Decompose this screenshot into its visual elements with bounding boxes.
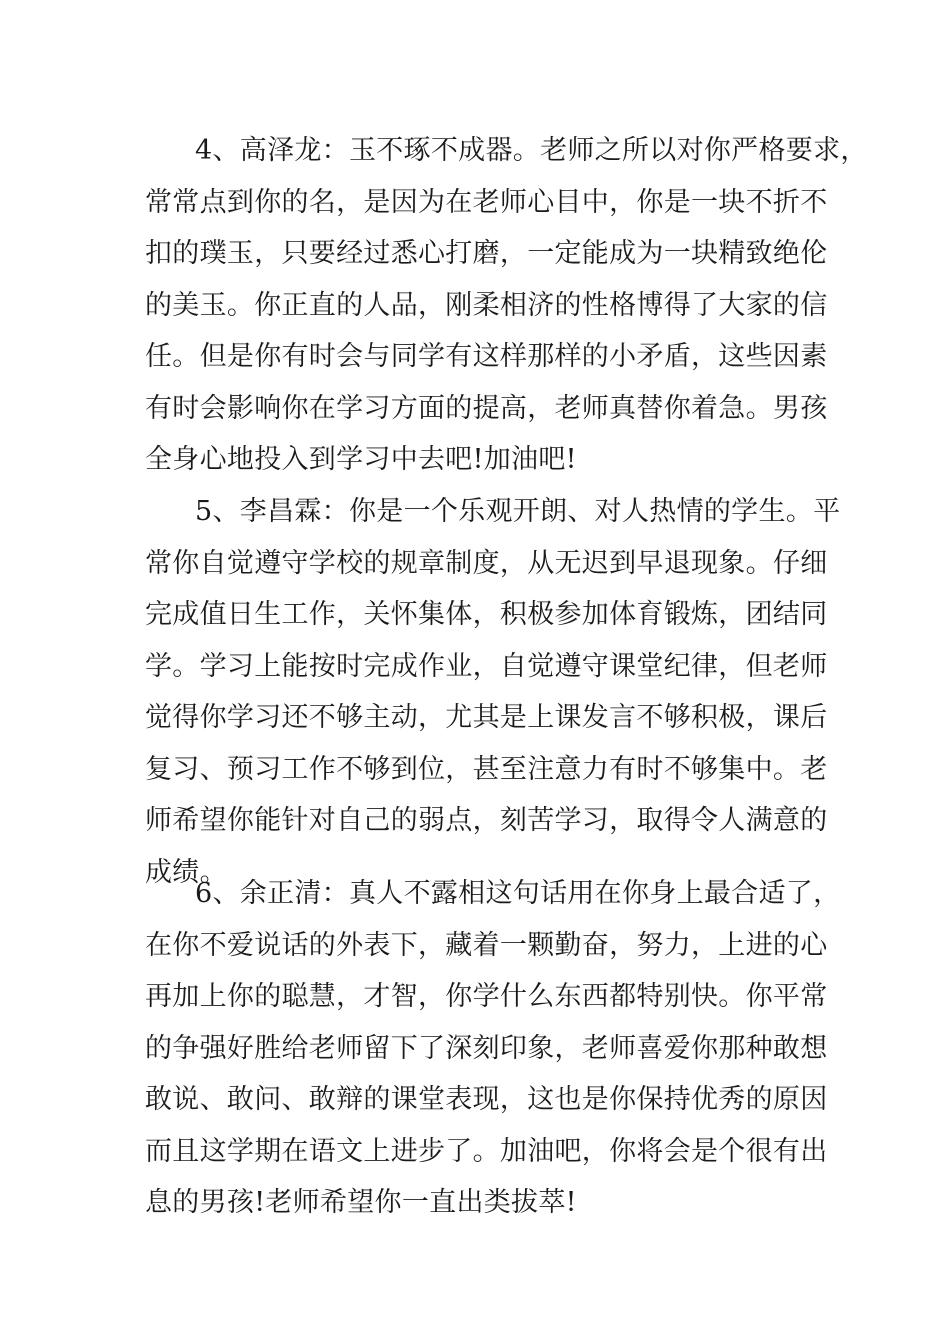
paragraph-line: 扣的璞玉，只要经过悉心打磨，一定能成为一块精致绝伦 bbox=[145, 238, 828, 269]
paragraph-line: 常你自觉遵守学校的规章制度，从无迟到早退现象。仔细 bbox=[145, 547, 828, 579]
paragraph-line: 常常点到你的名，是因为在老师心目中，你是一块不折不 bbox=[145, 186, 828, 218]
comment-paragraph-4 bbox=[145, 125, 868, 486]
paragraph-line: 师希望你能针对自己的弱点，刻苦学习，取得令人满意的 bbox=[145, 805, 828, 836]
paragraph-line: 敢说、敢问、敢辩的课堂表现，这也是你保持优秀的原因 bbox=[145, 1084, 828, 1115]
paragraph-line: 有时会影响你在学习方面的提高，老师真替你着急。男孩 bbox=[145, 392, 828, 424]
paragraph-line: 成绩。 bbox=[145, 856, 227, 888]
paragraph-line: 4、高泽龙：玉不琢不成器。老师之所以对你严格要求， bbox=[195, 135, 868, 166]
paragraph-line: 息的男孩!老师希望你一直出类拔萃! bbox=[145, 1187, 577, 1218]
paragraph-line: 觉得你学习还不够主动，尤其是上课发言不够积极，课后 bbox=[145, 702, 828, 733]
comment-paragraph-5 bbox=[145, 486, 841, 898]
paragraph-line: 而且这学期在语文上进步了。加油吧，你将会是个很有出 bbox=[145, 1135, 828, 1167]
paragraph-line: 在你不爱说话的外表下，藏着一颗勤奋，努力，上进的心 bbox=[145, 929, 828, 961]
paragraph-line: 学。学习上能按时完成作业，自觉遵守课堂纪律，但老师 bbox=[145, 650, 828, 682]
paragraph-line: 的美玉。你正直的人品，刚柔相济的性格博得了大家的信 bbox=[145, 289, 828, 321]
paragraph-line: 5、李昌霖：你是一个乐观开朗、对人热情的学生。平 bbox=[195, 496, 841, 527]
paragraph-line: 6、余正清：真人不露相这句话用在你身上最合适了， bbox=[195, 878, 841, 909]
paragraph-line: 全身心地投入到学习中去吧!加油吧! bbox=[145, 444, 577, 475]
paragraph-line: 的争强好胜给老师留下了深刻印象，老师喜爱你那种敢想 bbox=[145, 1032, 828, 1064]
paragraph-line: 再加上你的聪慧，才智，你学什么东西都特别快。你平常 bbox=[145, 981, 828, 1012]
paragraph-line: 复习、预习工作不够到位，甚至注意力有时不够集中。老 bbox=[145, 753, 828, 785]
paragraph-line: 完成值日生工作，关怀集体，积极参加体育锻炼，团结同 bbox=[145, 599, 828, 630]
paragraph-line: 任。但是你有时会与同学有这样那样的小矛盾，这些因素 bbox=[145, 341, 828, 372]
comment-paragraph-6 bbox=[145, 868, 841, 1229]
